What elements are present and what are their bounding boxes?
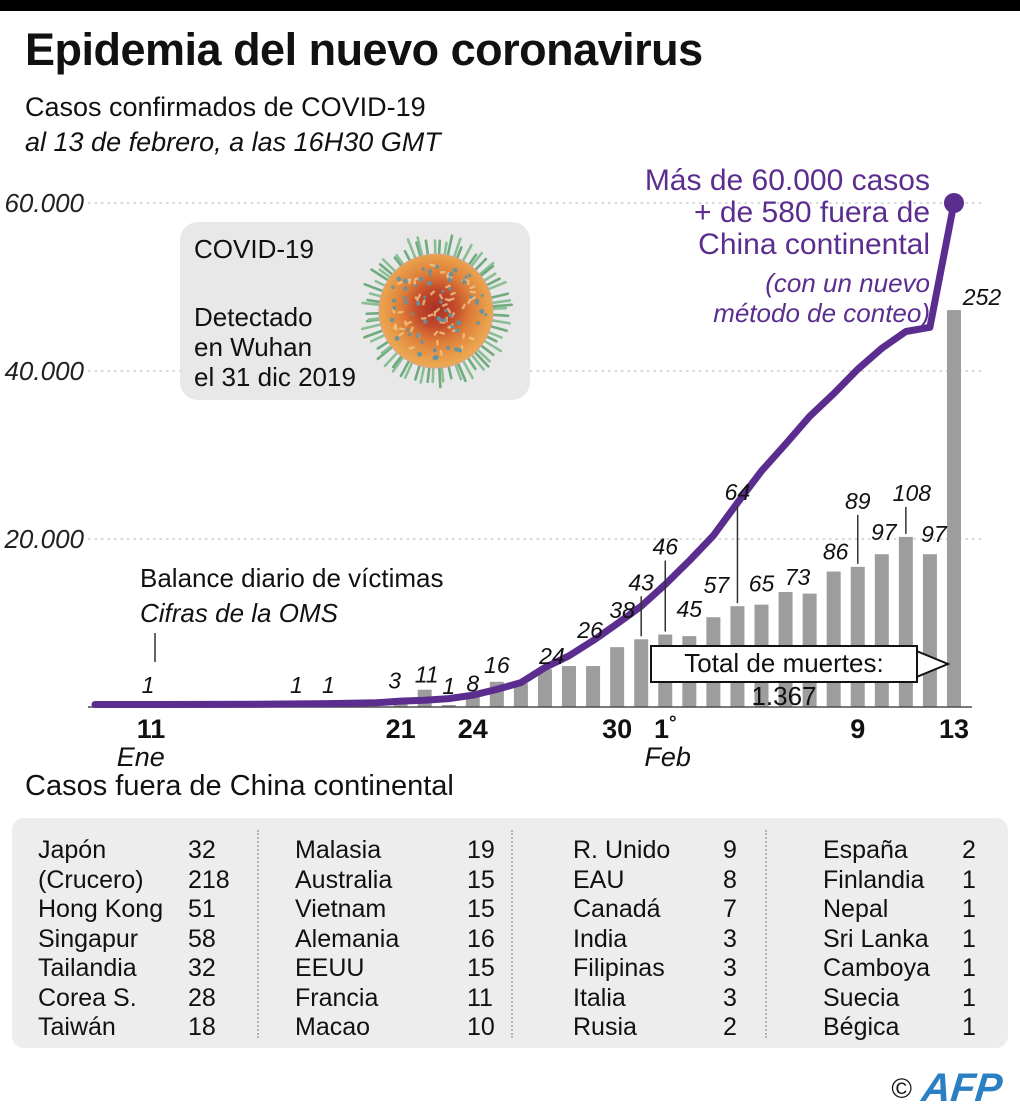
table-row	[295, 836, 495, 866]
virus-dot	[435, 265, 439, 269]
country-cases-value: 8	[723, 865, 737, 894]
table-row	[295, 954, 495, 984]
virus-dot	[391, 286, 394, 289]
table-row	[38, 924, 216, 955]
deaths-bar	[851, 567, 865, 707]
x-axis-label: 30	[602, 714, 633, 744]
table-row	[38, 865, 230, 896]
country-name: India	[573, 924, 628, 953]
total-deaths-callout: Total de muertes: 1.367	[650, 645, 918, 683]
virus-spike	[483, 274, 495, 282]
bar-label: 43	[628, 569, 654, 596]
country-name: Suecia	[823, 983, 900, 1012]
table-column	[295, 836, 495, 1043]
country-name: Japón	[38, 836, 107, 864]
virus-dot	[403, 296, 407, 300]
table-row	[823, 954, 976, 984]
country-cases-value: 3	[723, 924, 737, 953]
country-name: Corea S.	[38, 983, 137, 1012]
table-column-divider	[257, 830, 259, 1038]
virus-spike	[492, 315, 509, 316]
table-row	[295, 983, 493, 1014]
country-cases-value: 15	[467, 954, 495, 982]
table-row	[823, 865, 976, 896]
y-axis-label: 20.000	[4, 524, 84, 554]
virus-dot	[439, 300, 442, 303]
virus-dot	[404, 300, 408, 304]
country-cases-value: 15	[467, 895, 495, 923]
virus-dot	[395, 336, 400, 341]
table-row	[295, 865, 495, 896]
country-name: Hong Kong	[38, 895, 164, 923]
country-name: Canadá	[573, 895, 661, 923]
bar-series-source: Cifras de la OMS	[140, 598, 338, 628]
virus-dot	[464, 276, 467, 279]
virus-spike	[462, 245, 471, 263]
deaths-bar	[610, 647, 624, 707]
table-row	[573, 983, 737, 1014]
virus-dot	[392, 299, 396, 303]
virus-dot	[433, 348, 437, 352]
country-cases-value: 11	[467, 983, 493, 1012]
y-axis-label: 40.000	[4, 356, 84, 386]
virus-dot	[436, 316, 440, 320]
country-name: Macao	[295, 1013, 371, 1041]
country-cases-value: 3	[723, 954, 737, 982]
virus-dot	[408, 333, 411, 336]
table-row	[823, 924, 976, 955]
table-row	[295, 1013, 495, 1043]
deaths-bar	[923, 554, 937, 707]
x-axis-month-label: Ene	[116, 742, 165, 772]
bar-label: 1	[289, 672, 303, 698]
country-name: Nepal	[823, 895, 889, 923]
virus-spike	[439, 366, 440, 387]
virus-spike	[439, 241, 440, 256]
virus-dot	[403, 287, 407, 291]
afp-logo: AFP	[919, 1066, 1005, 1110]
virus-dot	[423, 296, 426, 299]
virus-dot	[423, 319, 427, 323]
deaths-bar	[538, 669, 552, 707]
table-column	[573, 836, 737, 1043]
virus-dot	[420, 340, 424, 344]
bar-label: 46	[652, 533, 679, 560]
table-row	[823, 836, 976, 866]
virus-spike	[448, 236, 452, 256]
bar-label: 26	[577, 617, 603, 644]
table-row	[823, 1013, 976, 1043]
country-cases-value: 9	[723, 836, 737, 864]
virus-dot	[475, 302, 478, 305]
deaths-bar	[827, 572, 841, 707]
country-cases-value: 32	[188, 954, 216, 982]
country-cases-value: 2	[962, 836, 976, 864]
bar-label: 86	[822, 538, 849, 565]
bar-label: 8	[466, 670, 480, 697]
annotation-line: China continental	[698, 228, 930, 261]
info-box-title: COVID-19	[194, 234, 314, 264]
bar-label: 65	[748, 570, 775, 597]
cases-annotation	[645, 165, 930, 328]
country-name: Camboya	[823, 954, 930, 982]
table-row	[573, 836, 737, 866]
virus-dot	[455, 328, 459, 332]
virus-dot	[476, 321, 480, 325]
country-name: Taiwán	[38, 1013, 116, 1041]
x-axis-month-label: Feb	[644, 742, 691, 772]
country-name: EAU	[573, 865, 625, 894]
country-cases-value: 3	[723, 983, 737, 1012]
virus-dot	[479, 309, 484, 314]
virus-dot	[403, 278, 408, 283]
virus-spike	[491, 294, 508, 298]
page-title: Epidemia del nuevo coronavirus	[25, 24, 703, 75]
country-name: España	[823, 836, 908, 864]
virus-dot	[447, 277, 452, 282]
country-cases-value: 2	[723, 1013, 737, 1041]
virus-spike	[368, 300, 381, 302]
x-axis-label: 9	[850, 714, 866, 744]
x-axis-label: 13	[938, 714, 970, 744]
bar-label: 97	[871, 519, 897, 546]
table-row	[38, 954, 216, 984]
country-cases-value: 51	[188, 895, 216, 923]
country-cases-value: 28	[188, 983, 216, 1012]
country-name: Vietnam	[295, 895, 387, 923]
copyright-symbol: ©	[891, 1072, 912, 1104]
country-name: Singapur	[38, 924, 139, 953]
deaths-bar	[562, 666, 576, 707]
virus-dot	[390, 318, 395, 323]
virus-dot	[411, 312, 414, 315]
bar-label: 1	[322, 672, 335, 698]
virus-dot	[418, 277, 423, 282]
bar-label: 3	[388, 667, 401, 694]
bar-label: 97	[921, 521, 947, 548]
virus-dot	[456, 320, 461, 325]
virus-dot	[427, 281, 432, 286]
virus-spike	[370, 294, 381, 297]
country-cases-value: 1	[962, 1013, 976, 1041]
info-box-line: el 31 dic 2019	[194, 362, 356, 392]
info-box-line: Detectado	[194, 302, 313, 332]
table-row	[823, 895, 976, 925]
table-row	[823, 983, 976, 1014]
bar-label: 11	[414, 661, 439, 688]
virus-dot	[481, 294, 484, 297]
bar-label: 1	[141, 672, 155, 698]
table-row	[573, 924, 737, 955]
virus-spike	[493, 308, 506, 309]
table-column	[823, 836, 976, 1043]
table-row	[573, 954, 737, 984]
virus-spike	[489, 326, 506, 331]
virus-dot	[448, 287, 452, 291]
virus-dot	[444, 309, 447, 312]
country-cases-value: 58	[188, 924, 216, 953]
virus-spike	[376, 281, 385, 286]
country-name: Sri Lanka	[823, 924, 929, 953]
bar-label: 108	[892, 479, 932, 506]
virus-dot	[441, 290, 444, 293]
virus-spike	[415, 365, 419, 379]
virus-spike	[491, 320, 510, 323]
table-row	[573, 1013, 737, 1043]
bar-series-note: Balance diario de víctimas	[140, 563, 444, 593]
table-row	[295, 924, 495, 955]
table-row	[573, 865, 737, 896]
virus-dot	[441, 319, 445, 323]
country-name: Filipinas	[573, 954, 665, 982]
bar-label: 45	[676, 596, 703, 623]
virus-spike	[405, 251, 410, 261]
cases-line-endpoint	[944, 193, 964, 213]
virus-texture	[436, 340, 439, 346]
bar-label: 57	[703, 572, 730, 599]
table-row	[38, 1013, 216, 1043]
virus-dot	[468, 274, 471, 277]
virus-dot	[417, 352, 422, 357]
country-cases-value: 15	[467, 865, 495, 894]
virus-dot	[396, 277, 401, 282]
country-name: Italia	[573, 983, 626, 1012]
virus-dot	[446, 346, 450, 350]
virus-texture	[467, 279, 470, 285]
annotation-method-note: (con un nuevo método de conteo)	[713, 268, 930, 328]
virus-dot	[469, 295, 473, 299]
virus-illustration	[355, 230, 517, 392]
x-axis-label: 11	[136, 714, 166, 744]
virus-dot	[392, 306, 396, 310]
virus-dot	[453, 268, 458, 273]
country-cases-value: 32	[188, 836, 216, 864]
virus-dot	[449, 313, 453, 317]
x-axis-label: 21	[385, 714, 416, 744]
deaths-bar	[586, 666, 600, 707]
bar-label: 16	[484, 651, 510, 678]
x-axis-label: 1°	[653, 713, 677, 744]
virus-dot	[428, 269, 432, 273]
y-axis-label: 60.000	[4, 188, 84, 218]
country-cases-value: 1	[962, 865, 976, 894]
virus-dot	[414, 284, 417, 287]
bar-label: 38	[609, 597, 635, 624]
virus-dot	[458, 348, 462, 352]
deaths-bar	[947, 310, 961, 707]
bar-label: 252	[962, 284, 1002, 311]
virus-dot	[433, 355, 438, 360]
deaths-bar	[634, 639, 648, 707]
cases-table-heading: Casos fuera de China continental	[25, 770, 454, 802]
virus-spike	[383, 259, 396, 272]
country-cases-value: 19	[467, 836, 495, 864]
virus-spike	[491, 305, 511, 307]
table-row	[38, 836, 216, 866]
info-box-line: en Wuhan	[194, 332, 313, 362]
country-cases-value: 7	[723, 895, 737, 923]
country-name: (Crucero)	[38, 865, 144, 894]
virus-dot	[416, 335, 419, 338]
virus-dot	[416, 301, 419, 304]
x-axis-label: 24	[457, 714, 488, 744]
table-row	[295, 895, 495, 925]
bar-label: 73	[784, 564, 811, 591]
country-name: Australia	[295, 865, 393, 894]
table-row	[573, 895, 737, 925]
info-box-text	[194, 302, 356, 392]
country-name: Bégica	[823, 1013, 900, 1041]
virus-dot	[428, 273, 431, 276]
table-row	[38, 895, 216, 925]
country-name: Finlandia	[823, 865, 925, 894]
virus-spike	[362, 324, 381, 329]
virus-spike	[408, 239, 416, 258]
country-cases-value: 1	[962, 983, 976, 1012]
virus-dot	[422, 267, 426, 271]
bar-label: 1	[442, 673, 456, 699]
chart-subtitle: Casos confirmados de COVID-19	[25, 92, 426, 122]
country-name: EEUU	[295, 954, 365, 982]
country-name: R. Unido	[573, 836, 671, 864]
virus-spike	[378, 342, 388, 349]
country-name: Rusia	[573, 1013, 637, 1041]
chart-subtitle-date: al 13 de febrero, a las 16H30 GMT	[25, 127, 441, 157]
country-name: Alemania	[295, 924, 400, 953]
table-column-divider	[765, 830, 767, 1038]
deaths-bar	[875, 554, 889, 707]
country-cases-value: 1	[962, 954, 976, 982]
country-cases-value: 218	[188, 865, 230, 894]
virus-dot	[407, 329, 410, 332]
country-cases-value: 1	[962, 924, 976, 953]
bar-label: 24	[539, 643, 565, 670]
table-column	[38, 836, 230, 1043]
country-cases-value: 18	[188, 1013, 216, 1041]
virus-dot	[449, 272, 454, 277]
virus-dot	[450, 325, 454, 329]
virus-dot	[462, 279, 465, 282]
country-name: Malasia	[295, 836, 382, 864]
table-column-divider	[511, 830, 513, 1038]
annotation-line: Más de 60.000 casos	[644, 164, 930, 197]
country-cases-value: 10	[467, 1013, 495, 1041]
table-row	[38, 983, 216, 1014]
country-cases-value: 16	[467, 924, 495, 953]
bar-label: 89	[844, 487, 871, 514]
bar-label: 64	[724, 479, 751, 506]
virus-dot	[484, 313, 487, 316]
country-cases-value: 1	[962, 895, 976, 923]
country-name: Francia	[295, 983, 379, 1012]
annotation-line: + de 580 fuera de	[693, 196, 930, 229]
afp-credit	[891, 1066, 1005, 1111]
country-name: Tailandia	[38, 954, 137, 982]
